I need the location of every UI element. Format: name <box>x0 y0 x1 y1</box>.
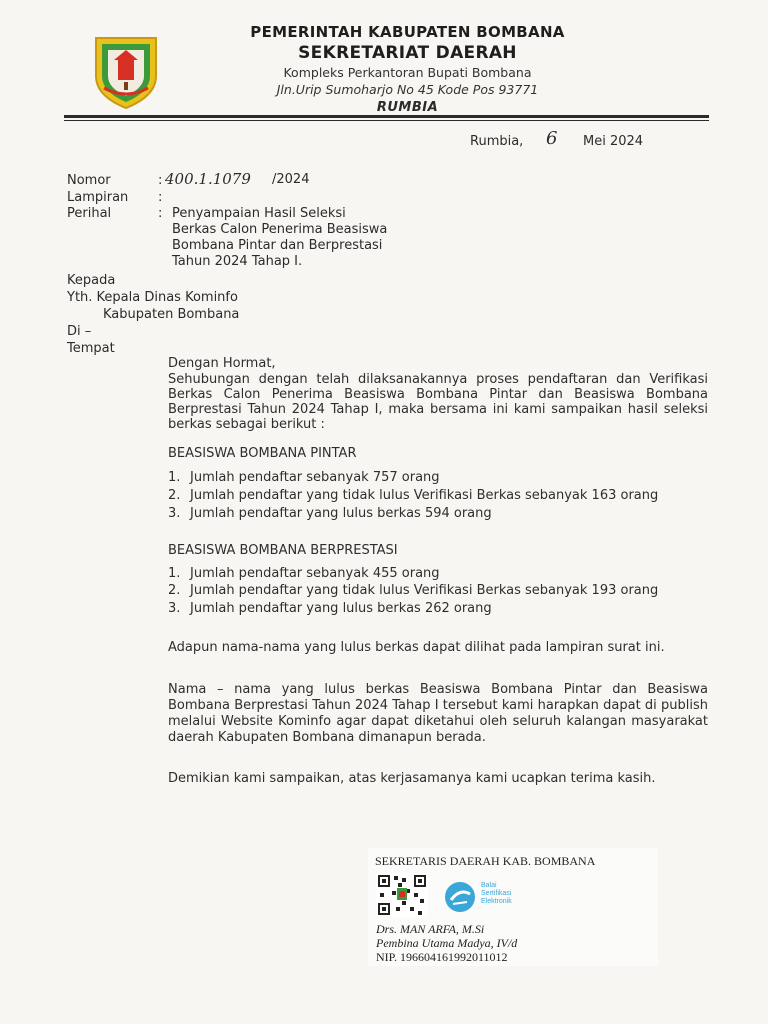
recipient-block <box>67 272 239 357</box>
signatory-name: Drs. MAN ARFA, M.Si <box>376 922 485 936</box>
lampiran-label: Lampiran <box>67 190 129 205</box>
section1-title: BEASISWA BOMBANA PINTAR <box>168 446 357 461</box>
kepada-label: Kepada <box>67 273 116 288</box>
nomor-year: /2024 <box>272 172 310 187</box>
list-text: Jumlah pendaftar sebanyak 757 orang <box>190 470 440 485</box>
list-item <box>168 566 708 581</box>
letterhead-government: PEMERINTAH KABUPATEN BOMBANA <box>250 23 565 41</box>
perihal-subject <box>172 206 387 270</box>
list-text: Jumlah pendaftar yang tidak lulus Verifikasi Berkas sebanyak 163 orang <box>190 488 659 503</box>
list-number: 2. <box>168 488 181 503</box>
list-item <box>168 601 708 616</box>
recipient-di: Di – <box>67 324 92 339</box>
recipient-title: Yth. Kepala Dinas Kominfo <box>67 290 238 305</box>
bse-text: Balai <box>481 882 497 889</box>
section2-title: BEASISWA BOMBANA BERPRESTASI <box>168 543 398 558</box>
recipient-regency: Kabupaten Bombana <box>103 307 240 322</box>
section2-list <box>168 566 708 616</box>
list-text: Jumlah pendaftar sebanyak 455 orang <box>190 566 440 581</box>
qr-code-icon <box>376 873 428 917</box>
letterhead-secretariat: SEKRETARIAT DAERAH <box>298 43 517 63</box>
closing-paragraph: Demikian kami sampaikan, atas kerjasamanya kami ucapkan terima kasih. <box>168 771 656 786</box>
greeting: Dengan Hormat, <box>168 356 276 371</box>
attachment-paragraph: Adapun nama-nama yang lulus berkas dapat dilihat pada lampiran surat ini. <box>168 640 665 655</box>
list-item <box>168 506 708 521</box>
letterhead-city: RUMBIA <box>376 100 439 115</box>
list-number: 1. <box>168 470 181 485</box>
list-text: Jumlah pendaftar yang tidak lulus Verifikasi Berkas sebanyak 193 orang <box>190 583 659 598</box>
list-number: 3. <box>168 601 181 616</box>
nomor-label: Nomor <box>67 173 111 188</box>
bse-text: Elektronik <box>481 898 512 905</box>
letterhead <box>195 22 620 118</box>
list-item <box>168 488 708 503</box>
perihal-line: Tahun 2024 Tahap I. <box>172 254 303 269</box>
list-text: Jumlah pendaftar yang lulus berkas 594 orang <box>190 506 492 521</box>
intro-paragraph: Sehubungan dengan telah dilaksanakannya proses pendaftaran dan Verifikasi Berkas Calon Penerima Beasiswa Bombana Pintar dan Beasiswa Bombana Berprestasi Tahun 2024 Tahap I, maka bersama ini kami sampaikan hasil seleksi berkas sebagai berikut : <box>168 372 708 432</box>
colon: : <box>158 190 163 205</box>
bombana-regency-logo <box>90 30 162 110</box>
bse-emblem-icon <box>443 880 477 914</box>
bse-text: Sertifikasi <box>481 890 512 897</box>
letterhead-complex: Kompleks Perkantoran Bupati Bombana <box>283 65 532 80</box>
date-month-year: Mei 2024 <box>583 134 644 149</box>
list-number: 1. <box>168 566 181 581</box>
signatory-details <box>376 922 517 964</box>
colon: : <box>158 173 163 188</box>
bse-logo <box>443 880 553 914</box>
list-number: 2. <box>168 583 181 598</box>
perihal-line: Penyampaian Hasil Seleksi <box>172 206 346 221</box>
colon: : <box>158 206 163 221</box>
letterhead-address: Jln.Urip Sumoharjo No 45 Kode Pos 93771 <box>276 82 539 97</box>
signatory-office: SEKRETARIS DAERAH KAB. BOMBANA <box>375 854 596 868</box>
recipient-tempat: Tempat <box>67 341 115 356</box>
letterhead-rule-thick <box>64 115 709 118</box>
nomor-handwritten: 400.1.1079 <box>165 170 251 188</box>
list-item <box>168 583 708 598</box>
perihal-line: Berkas Calon Penerima Beasiswa <box>172 222 388 237</box>
date-day-handwritten: 6 <box>546 128 558 149</box>
letterhead-rule-thin <box>64 120 709 121</box>
perihal-label: Perihal <box>67 206 112 221</box>
list-text: Jumlah pendaftar yang lulus berkas 262 orang <box>190 601 492 616</box>
list-number: 3. <box>168 506 181 521</box>
signatory-rank: Pembina Utama Madya, IV/d <box>376 936 518 950</box>
signatory-nip: NIP. 196604161992011012 <box>376 950 508 964</box>
date-place: Rumbia, <box>470 134 524 149</box>
publish-request-paragraph: Nama – nama yang lulus berkas Beasiswa Bombana Pintar dan Beasiswa Bombana Berprestasi Tahun 2024 Tahap I tersebut kami harapkan dapat di publish melalui Website Kominfo agar dapat diketahui oleh seluruh kalangan masyarakat daerah Kabupaten Bombana dimanapun berada. <box>168 682 708 745</box>
list-item <box>168 470 708 485</box>
section1-list <box>168 470 708 521</box>
perihal-line: Bombana Pintar dan Berprestasi <box>172 238 383 253</box>
